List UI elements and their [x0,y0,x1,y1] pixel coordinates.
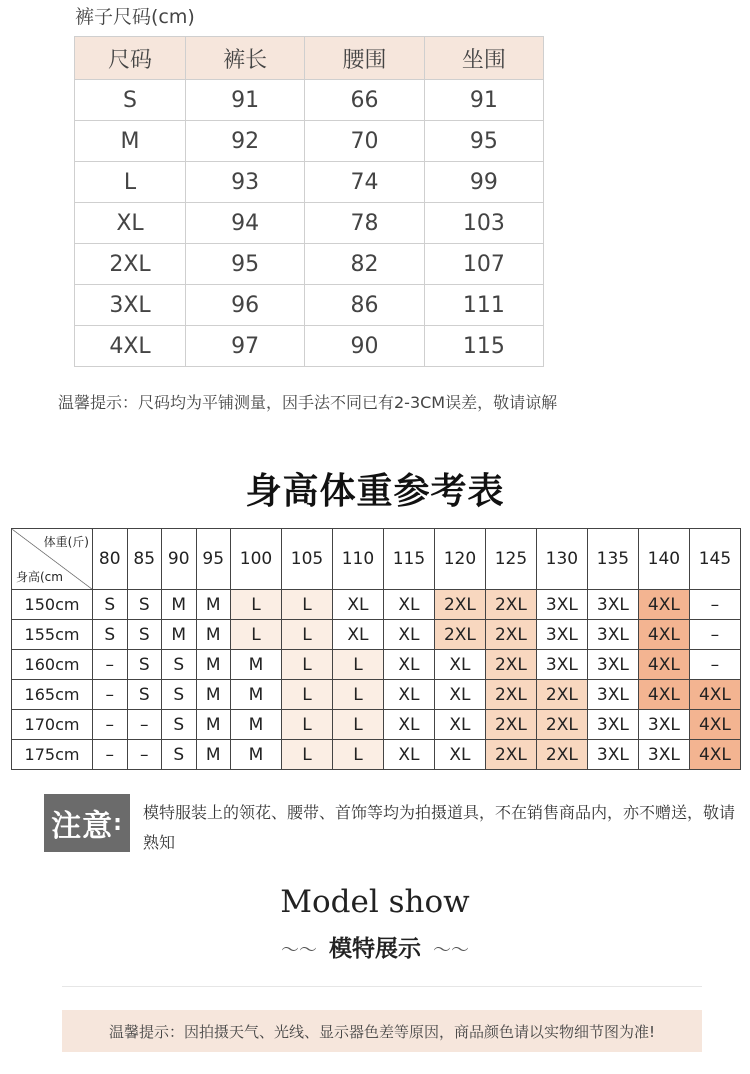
size-cell: 3XL [536,590,587,620]
bottom-tip-text: 温馨提示：因拍摄天气、光线、显示器色差等原因，商品颜色请以实物细节图为准! [108,1022,656,1041]
size-cell: – [93,680,128,710]
size-cell: M [162,620,197,650]
height-weight-row [12,590,741,620]
size-cell: 2XL [536,680,587,710]
wave-decoration-icon: 〜〜 [433,940,469,961]
size-cell: M [196,680,231,710]
size-cell: S [127,620,162,650]
size-cell: XL [383,710,434,740]
size-cell: – [93,710,128,740]
size-cell: 2XL [485,590,536,620]
size-cell: 2XL [434,620,485,650]
size-cell: XL [434,740,485,770]
size-cell: M [231,710,282,740]
size-cell: 4XL [638,590,689,620]
divider [62,986,702,987]
pants-table-row [75,285,544,326]
height-weight-row [12,740,741,770]
model-show-subheading [0,930,750,963]
weight-header-cell: 135 [587,529,638,590]
size-cell: – [689,620,740,650]
pants-table-header-row [75,37,544,80]
notice-badge-text: 注意 [51,809,114,844]
size-cell: L [332,680,383,710]
pants-table-cell: 3XL [75,285,186,326]
size-cell: 3XL [587,680,638,710]
pants-size-title: 裤子尺码(cm) [75,6,195,28]
pants-table-cell: 95 [424,121,543,162]
pants-table-cell: 70 [305,121,424,162]
size-cell: L [231,620,282,650]
size-cell: L [281,590,332,620]
pants-table-cell: M [75,121,186,162]
pants-table-row [75,326,544,367]
weight-header-cell: 100 [231,529,282,590]
size-cell: L [332,650,383,680]
size-cell: 4XL [689,680,740,710]
size-cell: 4XL [638,620,689,650]
height-weight-row [12,620,741,650]
size-cell: – [689,650,740,680]
pants-table-cell: 115 [424,326,543,367]
size-cell: L [332,710,383,740]
height-weight-table-body [12,529,741,770]
size-cell: L [281,620,332,650]
size-cell: 2XL [485,650,536,680]
weight-header-cell: 80 [93,529,128,590]
size-cell: 4XL [638,650,689,680]
size-cell: 3XL [587,650,638,680]
size-cell: 2XL [485,710,536,740]
pants-table-cell: 78 [305,203,424,244]
size-cell: XL [383,620,434,650]
size-cell: – [127,710,162,740]
size-cell: 4XL [689,740,740,770]
weight-header-cell: 115 [383,529,434,590]
size-cell: XL [332,620,383,650]
pants-table-cell: 92 [186,121,305,162]
size-cell: S [93,620,128,650]
size-cell: S [127,590,162,620]
size-cell: XL [383,650,434,680]
pants-size-table [74,36,544,367]
size-cell: 4XL [638,680,689,710]
pants-table-cell: 91 [424,80,543,121]
bottom-tip-bar [62,1010,702,1052]
pants-table-cell: 103 [424,203,543,244]
pants-table-row [75,244,544,285]
pants-table-row [75,121,544,162]
size-cell: 3XL [638,740,689,770]
pants-table-cell: 86 [305,285,424,326]
size-cell: XL [383,590,434,620]
pants-header-cell: 坐围 [424,37,543,80]
pants-table-cell: 111 [424,285,543,326]
size-cell: 2XL [485,620,536,650]
size-cell: M [231,680,282,710]
size-cell: M [162,590,197,620]
height-label-cell: 150cm [12,590,93,620]
size-cell: S [127,650,162,680]
size-cell: M [231,740,282,770]
height-label-cell: 175cm [12,740,93,770]
size-cell: L [281,680,332,710]
pants-table-body [75,80,544,367]
pants-table-cell: 4XL [75,326,186,367]
size-cell: – [93,740,128,770]
size-cell: 3XL [587,590,638,620]
size-cell: M [196,620,231,650]
size-cell: S [162,650,197,680]
size-cell: XL [434,710,485,740]
corner-height-label: 身高(cm [16,570,63,584]
height-label-cell: 155cm [12,620,93,650]
table-corner-cell [12,529,93,590]
size-cell: XL [434,650,485,680]
size-cell: 4XL [689,710,740,740]
pants-table-cell: 93 [186,162,305,203]
height-label-cell: 165cm [12,680,93,710]
weight-header-cell: 95 [196,529,231,590]
weight-header-cell: 125 [485,529,536,590]
size-cell: 2XL [434,590,485,620]
pants-table-row [75,203,544,244]
size-cell: 3XL [587,620,638,650]
height-label-cell: 160cm [12,650,93,680]
pants-size-note: 温馨提示：尺码均为平铺测量，因手法不同已有2-3CM误差，敬请谅解 [58,393,558,412]
pants-table-cell: 91 [186,80,305,121]
size-cell: – [93,650,128,680]
pants-table-cell: 94 [186,203,305,244]
size-cell: M [196,650,231,680]
size-cell: – [689,590,740,620]
model-show-cn-label: 模特展示 [329,936,421,962]
pants-table-cell: XL [75,203,186,244]
size-cell: L [231,590,282,620]
size-cell: M [196,740,231,770]
size-cell: 3XL [536,620,587,650]
size-cell: M [231,650,282,680]
size-cell: – [127,740,162,770]
size-cell: 2XL [485,680,536,710]
size-cell: L [281,650,332,680]
size-cell: XL [383,740,434,770]
height-label-cell: 170cm [12,710,93,740]
size-cell: 3XL [536,650,587,680]
pants-table-cell: 99 [424,162,543,203]
size-cell: 3XL [587,740,638,770]
pants-table-cell: 82 [305,244,424,285]
pants-table-row [75,162,544,203]
pants-table-cell: 90 [305,326,424,367]
height-weight-table [11,528,741,770]
pants-table-cell: 95 [186,244,305,285]
size-cell: S [162,680,197,710]
weight-header-cell: 105 [281,529,332,590]
height-weight-title: 身高体重参考表 [245,471,505,512]
pants-table-cell: 107 [424,244,543,285]
size-cell: M [196,710,231,740]
size-cell: S [127,680,162,710]
size-cell: XL [383,680,434,710]
size-cell: S [162,740,197,770]
pants-table-cell: S [75,80,186,121]
pants-header-cell: 尺码 [75,37,186,80]
size-cell: XL [332,590,383,620]
weight-header-cell: 145 [689,529,740,590]
size-cell: L [281,710,332,740]
pants-table-cell: 96 [186,285,305,326]
notice-text: 模特服装上的领花、腰带、首饰等均为拍摄道具，不在销售商品内，亦不赠送，敬请熟知 [143,803,736,852]
size-cell: M [196,590,231,620]
weight-header-cell: 130 [536,529,587,590]
size-cell: S [162,710,197,740]
pants-table-cell: 97 [186,326,305,367]
pants-header-cell: 裤长 [186,37,305,80]
corner-weight-label: 体重(斤) [43,535,89,549]
height-weight-row [12,650,741,680]
model-show-heading: Model show [280,884,470,920]
size-cell: 3XL [638,710,689,740]
height-weight-row [12,710,741,740]
size-cell: S [93,590,128,620]
pants-table-cell: 66 [305,80,424,121]
weight-header-cell: 140 [638,529,689,590]
height-weight-row [12,680,741,710]
pants-table-row [75,80,544,121]
weight-header-cell: 90 [162,529,197,590]
weight-header-cell: 120 [434,529,485,590]
weight-header-cell: 110 [332,529,383,590]
size-cell: 2XL [536,710,587,740]
weight-header-cell: 85 [127,529,162,590]
wave-decoration-icon: 〜〜 [281,940,317,961]
notice-badge [44,794,130,852]
pants-table-cell: 2XL [75,244,186,285]
height-weight-header-row [12,529,741,590]
pants-table-cell: 74 [305,162,424,203]
size-cell: XL [434,680,485,710]
size-cell: 2XL [485,740,536,770]
size-cell: L [281,740,332,770]
pants-header-cell: 腰围 [305,37,424,80]
size-cell: L [332,740,383,770]
size-cell: 2XL [536,740,587,770]
notice-badge-colon: : [113,810,123,836]
size-cell: 3XL [587,710,638,740]
pants-table-cell: L [75,162,186,203]
